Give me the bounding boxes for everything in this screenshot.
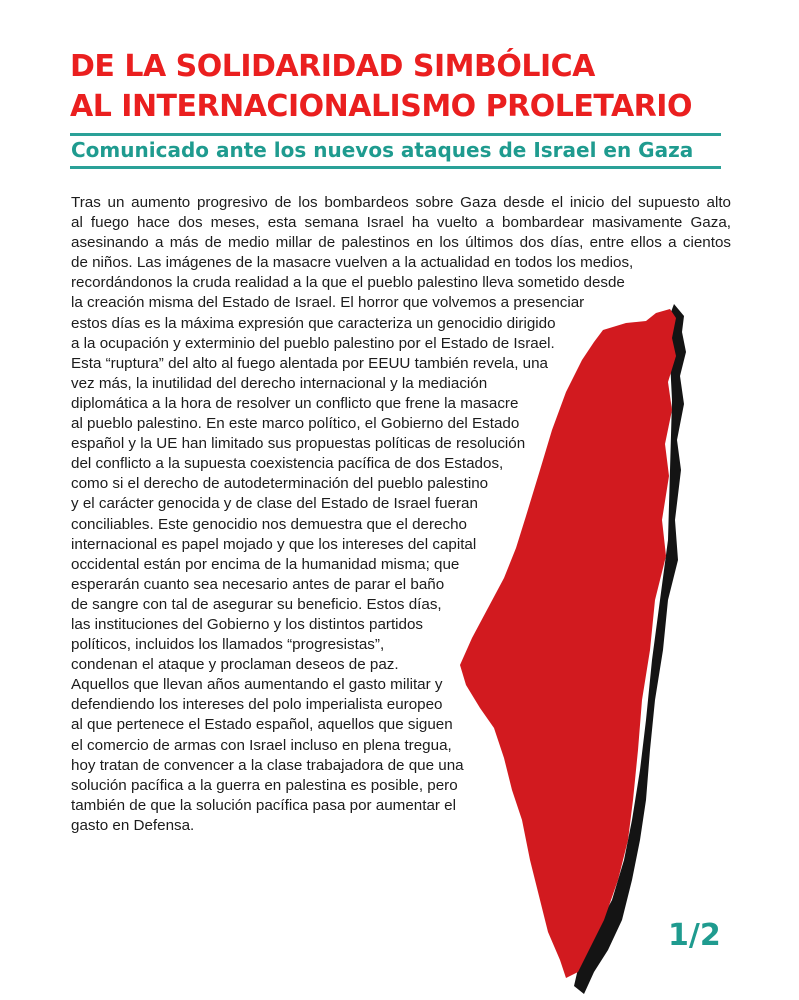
body-line: estos días es la máxima expresión que caracteriza un genocidio dirigido — [71, 314, 556, 332]
body-line: defendiendo los intereses del polo imperialista europeo — [71, 696, 443, 714]
body-line: recordándonos la cruda realidad a la que el pueblo palestino lleva sometido desde — [71, 274, 625, 292]
body-line: políticos, incluidos los llamados “progresistas”, — [71, 636, 385, 654]
body-line: asesinando a más de medio millar de palestinos en los últimos dos días, entre ellos a cientos — [71, 234, 731, 252]
body-line: de niños. Las imágenes de la masacre vuelven a la actualidad en todos los medios, — [71, 254, 634, 272]
body-line: las instituciones del Gobierno y los distintos partidos — [71, 615, 424, 633]
page-number: 1/2 — [668, 918, 721, 953]
title-line-2: AL INTERNACIONALISMO PROLETARIO — [70, 89, 692, 124]
body-line: del conflicto a la supuesta coexistencia pacífica de dos Estados, — [71, 455, 504, 473]
body-line: solución pacífica a la guerra en palestina es posible, pero — [71, 776, 458, 794]
body-line: occidental están por encima de la humanidad misma; que — [71, 555, 460, 573]
body-line: a la ocupación y exterminio del pueblo palestino por el Estado de Israel. — [71, 334, 555, 352]
title-line-1: DE LA SOLIDARIDAD SIMBÓLICA — [70, 49, 595, 84]
body-line: al que pertenece el Estado español, aquellos que siguen — [71, 716, 453, 734]
body-line: vez más, la inutilidad del derecho internacional y la mediación — [71, 374, 488, 392]
body-line: internacional es papel mojado y que los intereses del capital — [71, 535, 477, 553]
body-line: gasto en Defensa. — [71, 816, 195, 834]
body-line: esperarán cuanto sea necesario antes de parar el baño — [71, 575, 445, 593]
communique-body — [71, 193, 731, 836]
body-line: Tras un aumento progresivo de los bombardeos sobre Gaza desde el inicio del supuesto alto — [71, 194, 731, 211]
body-line: al pueblo palestino. En este marco político, el Gobierno del Estado — [71, 415, 520, 433]
body-line: y el carácter genocida y de clase del Estado de Israel fueran — [71, 495, 478, 513]
body-line: condenan el ataque y proclaman deseos de paz. — [71, 656, 399, 674]
body-line: el comercio de armas con Israel incluso en plena tregua, — [71, 736, 452, 754]
body-line: como si el derecho de autodeterminación del pueblo palestino — [71, 475, 489, 493]
divider-bottom — [70, 166, 721, 169]
body-line: Esta “ruptura” del alto al fuego alentada por EEUU también revela, una — [71, 354, 548, 372]
body-line: también de que la solución pacífica pasa por aumentar el — [71, 796, 456, 814]
subtitle: Comunicado ante los nuevos ataques de Israel en Gaza — [71, 138, 694, 162]
body-line: de sangre con tal de asegurar su beneficio. Estos días, — [71, 595, 442, 613]
body-line: Aquellos que llevan años aumentando el gasto militar y — [71, 676, 443, 694]
body-line: conciliables. Este genocidio nos demuestra que el derecho — [71, 515, 467, 533]
body-line: la creación misma del Estado de Israel. El horror que volvemos a presenciar — [71, 294, 585, 312]
body-line: hoy tratan de convencer a la clase trabajadora de que una — [71, 756, 464, 774]
body-line: español y la UE han limitado sus propuestas políticas de resolución — [71, 435, 526, 453]
body-line: al fuego hace dos meses, esta semana Israel ha vuelto a bombardear masivamente Gaza, — [71, 214, 731, 232]
body-line: diplomática a la hora de resolver un conflicto que frene la masacre — [71, 394, 519, 412]
